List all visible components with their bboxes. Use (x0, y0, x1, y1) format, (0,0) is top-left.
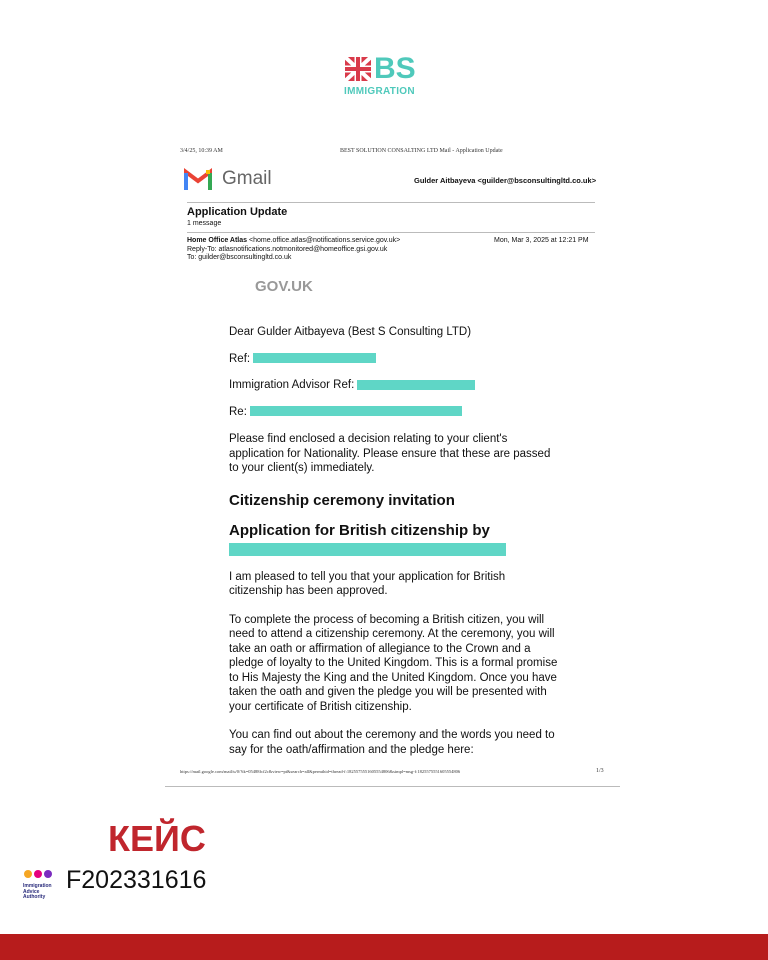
print-title: BEST SOLUTION CONSALTING LTD Mail - Application Update (340, 148, 503, 154)
ref-label: Ref: (229, 352, 251, 365)
print-url: https://mail.google.com/mail/u/0/?ik=05488fcf2c&view=pt&search=all&permthid=thread-f:1825575551605554806&simpl=msg-f:1825575551605554806 (180, 769, 461, 774)
redacted-ref (253, 353, 376, 363)
redacted-advisor-ref (357, 380, 475, 390)
divider (187, 202, 595, 203)
gmail-label: Gmail (222, 168, 272, 189)
print-datetime: 3/4/25, 10:39 AM (180, 148, 223, 154)
ref-line (229, 352, 559, 367)
email-subject: Application Update (187, 206, 288, 218)
greeting: Dear Gulder Aitbayeva (Best S Consulting LTD) (229, 326, 472, 338)
govuk-logo: GOV.UK (255, 278, 313, 295)
iaa-logo (23, 866, 65, 901)
case-number: F202331616 (66, 866, 207, 894)
approval-paragraph: I am pleased to tell you that your application for British citizenship has been approved. (229, 570, 506, 597)
sender-address: <home.office.atlas@notifications.service.gov.uk> (249, 237, 401, 244)
re-line (229, 405, 559, 420)
brand-subtitle: IMMIGRATION (344, 86, 415, 97)
email-date: Mon, Mar 3, 2025 at 12:21 PM (494, 237, 589, 244)
message-count: 1 message (187, 220, 222, 227)
advisor-ref-line (229, 378, 559, 393)
brand-logo (344, 52, 425, 100)
heading-ceremony: Citizenship ceremony invitation (229, 491, 455, 509)
decision-paragraph: Please find enclosed a decision relating to your client's application for Nationality. Please ensure that these are passed to your client(s) immediately. (229, 433, 551, 474)
iaa-logo-icon (23, 869, 53, 879)
email-body (229, 325, 559, 757)
redacted-application-type (229, 543, 506, 556)
footer-bar (0, 934, 768, 960)
ceremony-paragraph: To complete the process of becoming a British citizen, you will need to attend a citizenship ceremony. At the ceremony, you will take an oath or affirmation of allegiance to the Crown and a pledge of loyalty to the United Kingdom. This is a formal promise to His Majesty the King and the United Kingdom. Once you have taken the oath and given the pledge you will be presented with your certificate of British citizenship. (229, 613, 558, 713)
brand-name: BS (374, 52, 416, 85)
case-label: КЕЙС (108, 818, 206, 859)
reply-to: Reply-To: atlasnotifications.notmonitored@homeoffice.gsi.gov.uk (187, 245, 388, 253)
page-bottom-line (165, 786, 620, 787)
oath-paragraph: You can find out about the ceremony and the words you need to say for the oath/affirmation and the pledge here: (229, 729, 555, 756)
account-email: Gulder Aitbayeva <guilder@bsconsultingltd.co.uk> (414, 176, 597, 185)
sender-name: Home Office Atlas (187, 237, 248, 244)
advisor-ref-label: Immigration Advisor Ref: (229, 379, 355, 391)
iaa-text: Immigration Advice Authority (23, 883, 52, 900)
redacted-re (250, 406, 462, 416)
re-label: Re: (229, 405, 247, 418)
to-address: To: guilder@bsconsultingltd.co.uk (187, 254, 292, 261)
email-sender (187, 237, 400, 263)
heading-application: Application for British citizenship by (229, 522, 490, 539)
page-number: 1/3 (596, 768, 604, 774)
union-flag-icon (345, 57, 371, 81)
gmail-logo-icon (184, 168, 212, 190)
divider (187, 232, 595, 233)
